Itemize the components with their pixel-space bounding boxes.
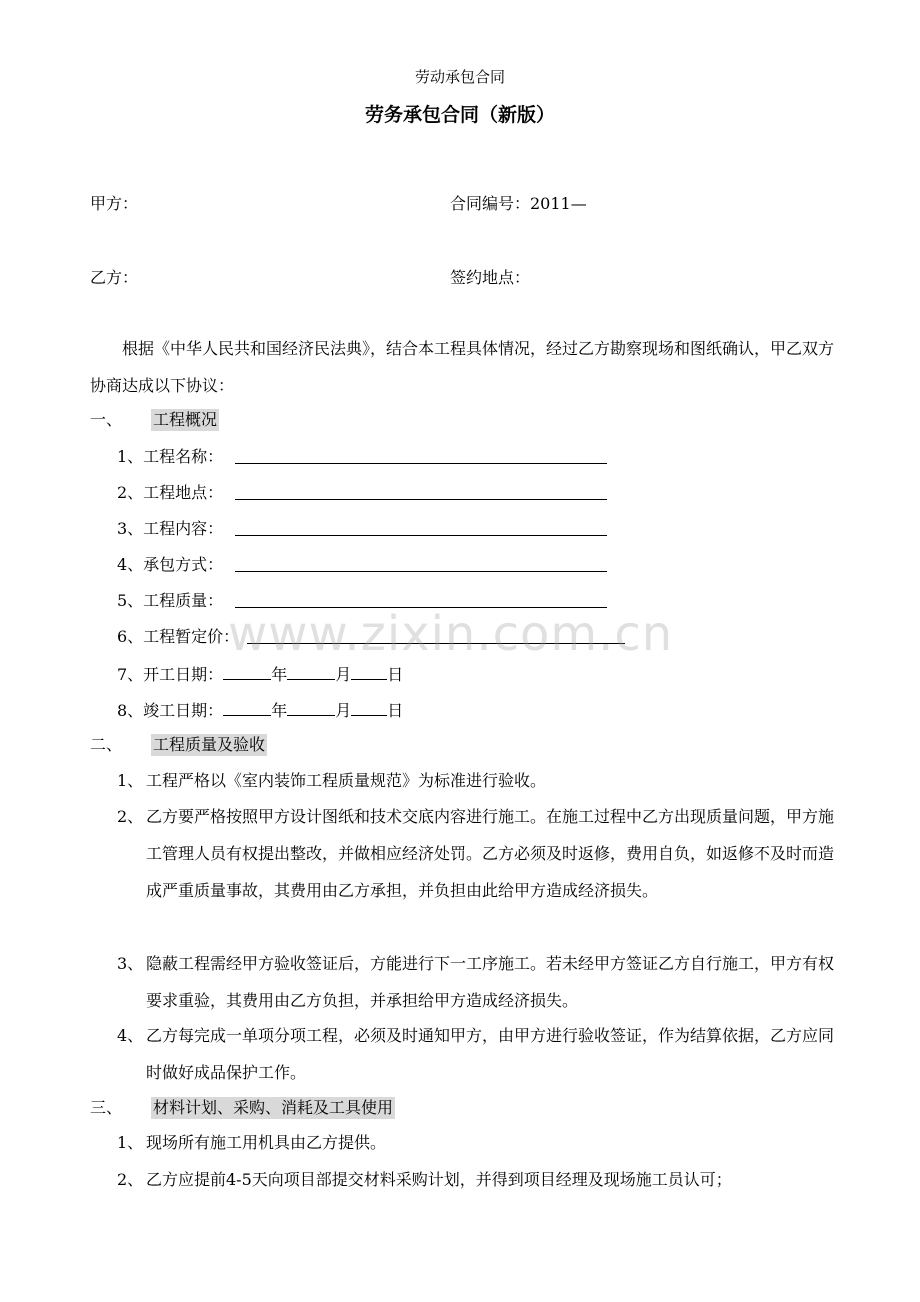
- section-2-item-2: [117, 798, 834, 909]
- field-line-project-location: [235, 499, 607, 500]
- contract-number: 合同编号：2011—: [450, 194, 587, 213]
- end-date-label: 8、竣工日期：: [117, 701, 224, 720]
- item-number: 3、: [117, 954, 144, 973]
- item-number: 2、: [117, 807, 144, 826]
- item-text: 工程严格以《室内装饰工程质量规范》为标准进行验收。: [146, 771, 547, 790]
- item-number: 1、: [117, 771, 144, 790]
- document-title: 劳务承包合同（新版）: [364, 104, 555, 126]
- item-text: 乙方应提前4-5天向项目部提交材料采购计划，并得到项目经理及现场施工员认可；: [146, 1170, 732, 1189]
- field-label-project-quality: 5、工程质量：: [117, 591, 224, 610]
- start-date-row: [117, 663, 403, 685]
- end-date-day-blank: [351, 699, 387, 716]
- section-2-title: 工程质量及验收: [153, 735, 266, 754]
- item-number: 1、: [117, 1133, 144, 1152]
- section-3-item-1: [117, 1124, 834, 1161]
- field-label-project-content: 3、工程内容：: [117, 519, 224, 538]
- section-1-title: 工程概况: [153, 410, 218, 429]
- preamble-paragraph: 根据《中华人民共和国经济民法典》，结合本工程具体情况，经过乙方勘察现场和图纸确认，甲乙双方协商达成以下协议：: [90, 339, 835, 395]
- end-date-day-unit: 日: [387, 701, 404, 720]
- item-text: 现场所有施工用机具由乙方提供。: [146, 1133, 387, 1152]
- start-date-label: 7、开工日期：: [117, 665, 224, 684]
- start-date-day-blank: [351, 663, 387, 680]
- section-2-item-3: [117, 945, 834, 1019]
- field-label-provisional-price: 6、工程暂定价：: [117, 627, 240, 646]
- item-text: 乙方要严格按照甲方设计图纸和技术交底内容进行施工。在施工过程中乙方出现质量问题，甲方施工管理人员有权提出整改，并做相应经济处罚。乙方必须及时返修，费用自负，如返修不及时而造成严重质量事故，其费用由乙方承担，并负担由此给甲方造成经济损失。: [146, 807, 835, 900]
- start-date-month-blank: [287, 663, 335, 680]
- watermark: www.zixin.com.cn: [228, 606, 674, 662]
- section-2-item-1: [117, 762, 834, 799]
- party-a-label: 甲方：: [90, 194, 139, 213]
- section-1-number: 一、: [90, 410, 123, 429]
- running-title: 劳动承包合同: [414, 68, 505, 86]
- field-line-project-content: [235, 535, 607, 536]
- section-3-title: 材料计划、采购、消耗及工具使用: [153, 1098, 394, 1117]
- end-date-year-unit: 年: [271, 701, 288, 720]
- section-2-item-4: [117, 1017, 834, 1091]
- field-line-project-name: [235, 463, 607, 464]
- item-number: 2、: [117, 1170, 144, 1189]
- start-date-year-unit: 年: [271, 665, 288, 684]
- section-3-number: 三、: [90, 1098, 123, 1117]
- start-date-year-blank: [223, 663, 271, 680]
- end-date-month-unit: 月: [335, 701, 352, 720]
- start-date-day-unit: 日: [387, 665, 404, 684]
- end-date-month-blank: [287, 699, 335, 716]
- item-text: 乙方每完成一单项分项工程，必须及时通知甲方，由甲方进行验收签证，作为结算依据，乙方应同时做好成品保护工作。: [146, 1026, 835, 1082]
- field-label-contract-mode: 4、承包方式：: [117, 555, 224, 574]
- field-line-contract-mode: [235, 571, 607, 572]
- end-date-row: [117, 699, 403, 721]
- field-label-project-location: 2、工程地点：: [117, 483, 224, 502]
- section-3-item-2: [117, 1161, 834, 1198]
- party-b-label: 乙方：: [90, 268, 139, 287]
- end-date-year-blank: [223, 699, 271, 716]
- sign-place-label: 签约地点：: [450, 268, 531, 287]
- start-date-month-unit: 月: [335, 665, 352, 684]
- field-label-project-name: 1、工程名称：: [117, 447, 224, 466]
- item-text: 隐蔽工程需经甲方验收签证后，方能进行下一工序施工。若未经甲方签证乙方自行施工，甲方有权要求重验，其费用由乙方负担，并承担给甲方造成经济损失。: [146, 954, 835, 1010]
- item-number: 4、: [117, 1026, 144, 1045]
- section-2-number: 二、: [90, 735, 123, 754]
